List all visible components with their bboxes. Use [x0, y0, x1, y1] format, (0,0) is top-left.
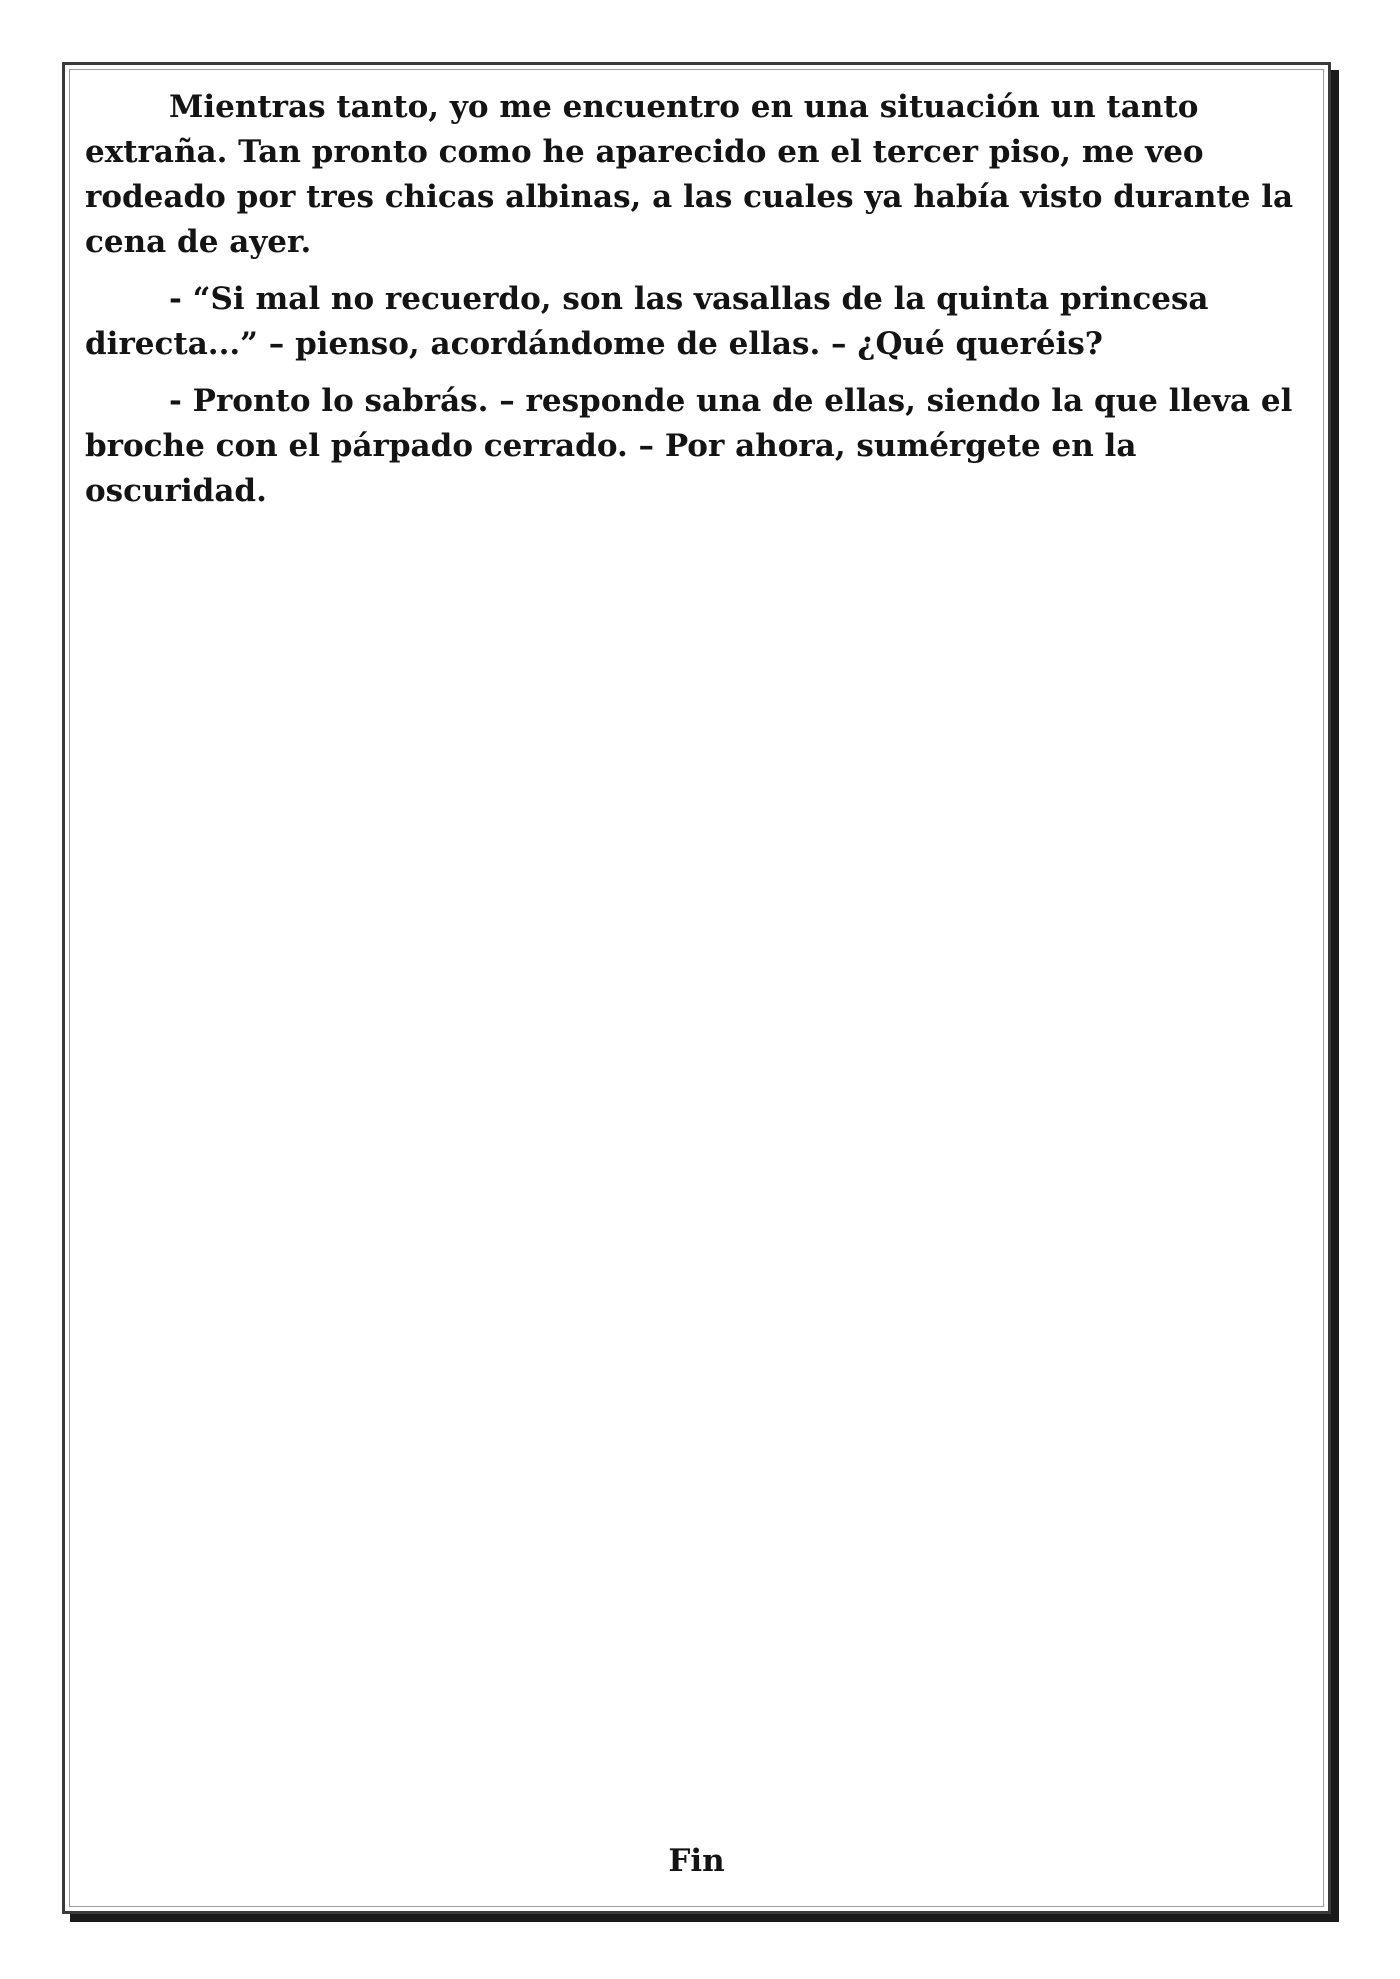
paragraph-3: - Pronto lo sabrás. – responde una de ellas, siendo la que lleva el broche con el párpado cerrado. – Por ahora, sumérgete en la oscuridad.: [85, 383, 1293, 509]
page-body: [85, 85, 1306, 526]
paragraph-2: - “Si mal no recuerdo, son las vasallas de la quinta princesa directa...” – pienso, acordándome de ellas. – ¿Qué queréis?: [85, 281, 1209, 362]
paragraph-1: Mientras tanto, yo me encuentro en una situación un tanto extraña. Tan pronto como he aparecido en el tercer piso, me veo rodeado por tres chicas albinas, a las cuales ya había visto durante la cena de ayer.: [85, 89, 1294, 260]
page-frame: [62, 62, 1331, 1914]
end-label: Fin: [668, 1843, 725, 1879]
